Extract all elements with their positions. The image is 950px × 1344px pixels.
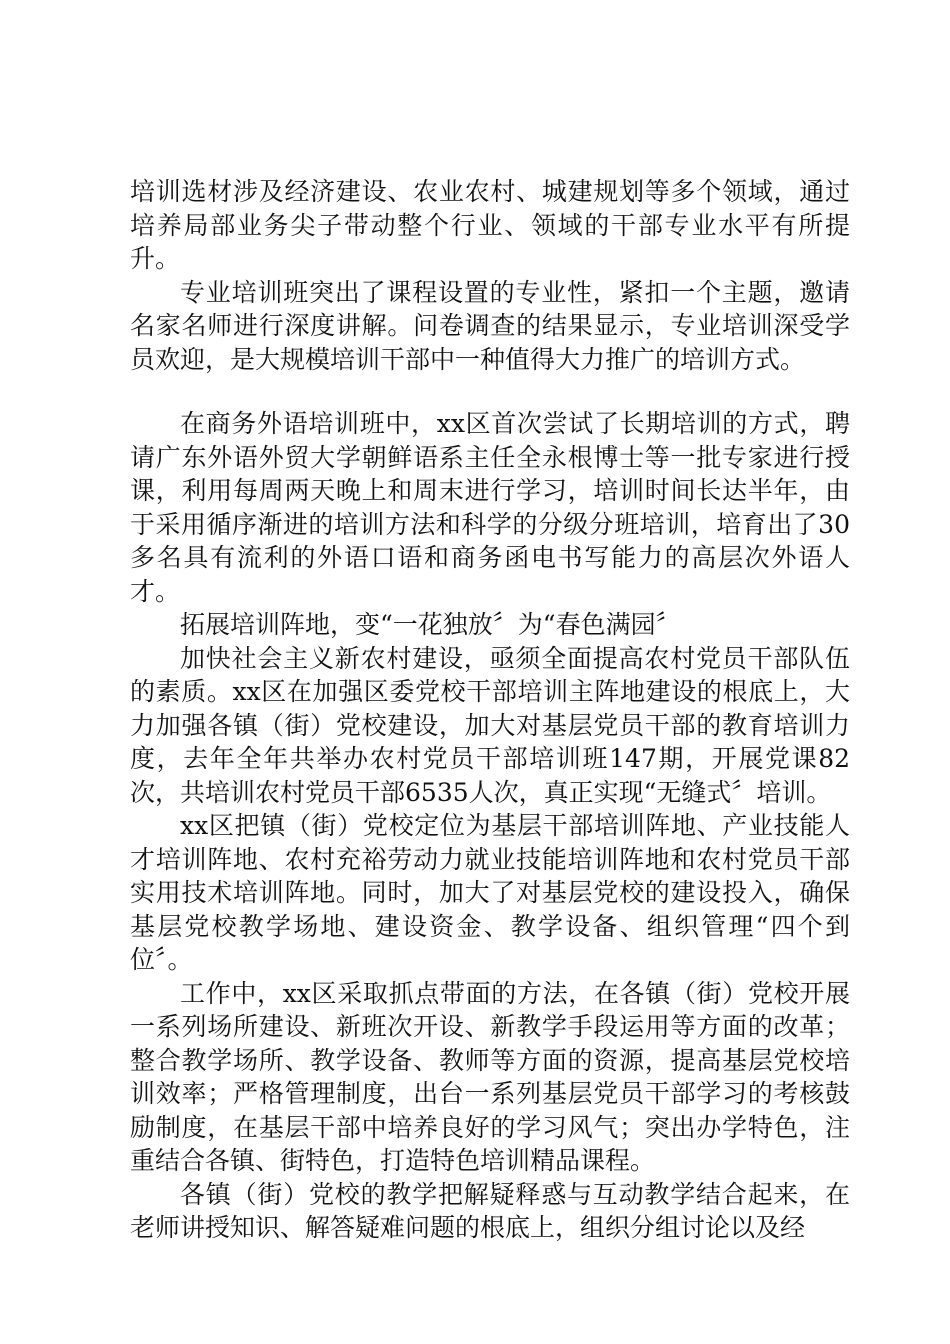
paragraph-professional-class: 专业培训班突出了课程设置的专业性，紧扣一个主题，邀请名家名师进行深度讲解。问卷调查的结果显示，专业培训深受学员欢迎，是大规模培训干部中一种值得大力推广的培训方式。 — [130, 277, 850, 374]
section-heading-expand-training: 拓展培训阵地，变“一花独放〞为“春色满园〞 — [180, 610, 681, 639]
paragraph-teaching-approach: 各镇（街）党校的教学把解疑释惑与互动教学结合起来，在老师讲授知识、解答疑难问题的根底上，组织分组讨论以及经 — [130, 1179, 850, 1242]
paragraph-rural-construction: 加快社会主义新农村建设，亟须全面提高农村党员干部队伍的素质。xx区在加强区委党校干部培训主阵地建设的根底上，大力加强各镇（街）党校建设，加大对基层党员干部的教育培训力度，去年全年共举办农村党员干部培训班147期，开展党课82次，共培训农村党员干部6535人次，真正实现“无缝式〞培训。 — [130, 643, 850, 807]
paragraph-work-methods: 工作中，xx区采取抓点带面的方法，在各镇（街）党校开展一系列场所建设、新班次开设、新教学手段运用等方面的改革；整合教学场所、教学设备、教师等方面的资源，提高基层党校培训效率；严格管理制度，出台一系列基层党员干部学习的考核鼓励制度，在基层干部中培养良好的学习风气；突出办学特色，注重结合各镇、街特色，打造特色培训精品课程。 — [130, 978, 850, 1175]
paragraph-foreign-language-class: 在商务外语培训班中，xx区首次尝试了长期培训的方式，聘请广东外语外贸大学朝鲜语系主任全永根博士等一批专家进行授课，利用每周两天晚上和周末进行学习，培训时间长达半年，由于采用循序渐进的培训方法和科学的分级分班培训，培育出了30多名具有流利的外语口语和商务函电书写能力的高层次外语人才。 — [130, 409, 850, 606]
paragraph-party-school-positioning: xx区把镇（街）党校定位为基层干部培训阵地、产业技能人才培训阵地、农村充裕劳动力就业技能培训阵地和农村党员干部实用技术培训阵地。同时，加大了对基层党校的建设投入，确保基层党校教学场地、建设资金、教学设备、组织管理“四个到位〞。 — [130, 811, 850, 974]
paragraph-training-fields: 培训选材涉及经济建设、农业农村、城建规划等多个领域，通过培养局部业务尖子带动整个行业、领域的干部专业水平有所提升。 — [130, 177, 850, 273]
document-page — [130, 175, 850, 1245]
